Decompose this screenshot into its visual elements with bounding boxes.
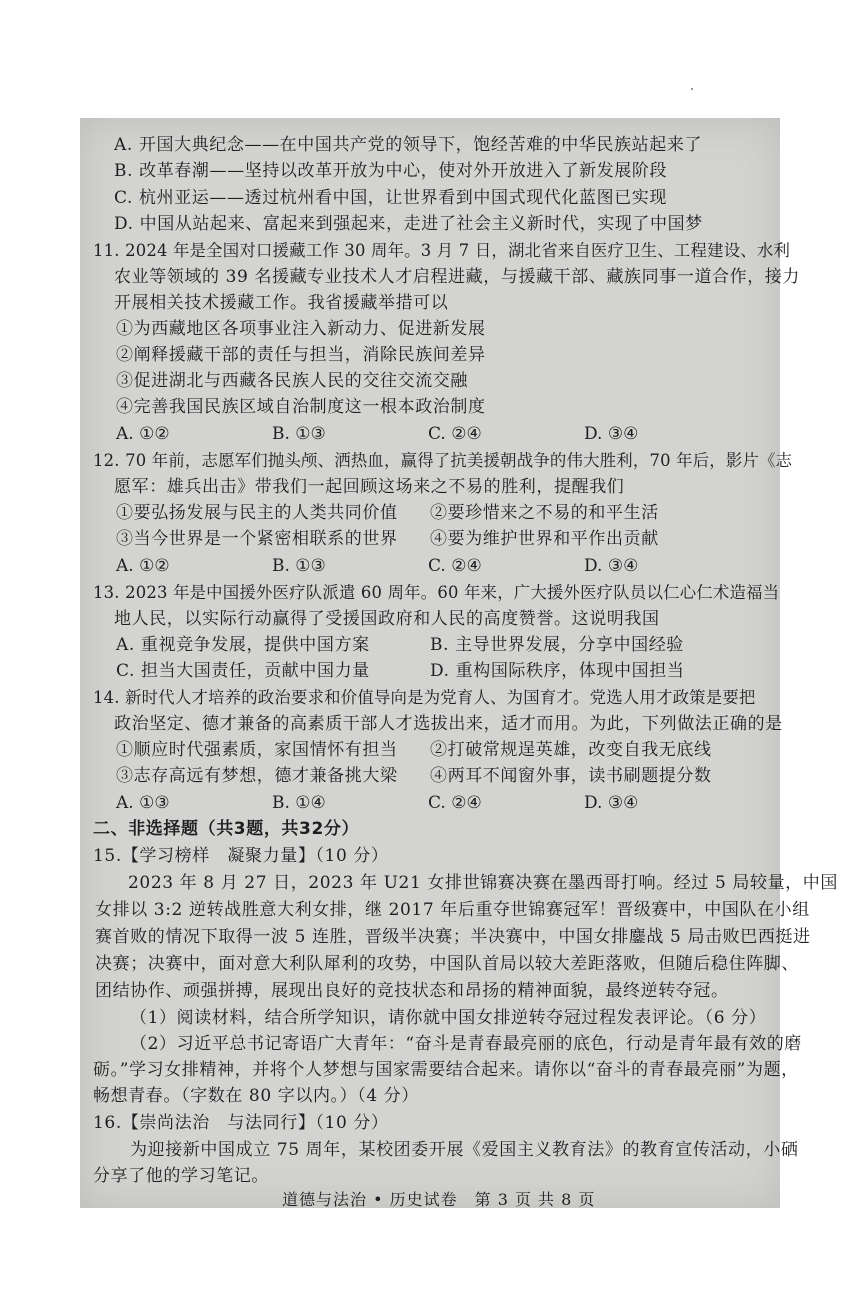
q10-option-c: C. 杭州亚运——透过杭州看中国，让世界看到中国式现代化蓝图已实现	[114, 188, 668, 208]
q13-stem-line-1: 13. 2023 年是中国援外医疗队派遣 60 周年。60 年来，广大援外医疗队员以仁心仁术造福当	[93, 583, 780, 602]
q10-option-b: B. 改革春潮——坚持以改革开放为中心，使对外开放进入了新发展阶段	[114, 161, 668, 181]
q15-passage-line-1: 2023 年 8 月 27 日，2023 年 U21 女排世锦赛决赛在墨西哥打响。经过 5 局较量，中国	[128, 873, 838, 893]
q13-option-d: D. 重构国际秩序，体现中国担当	[430, 661, 685, 681]
q12-item-2: ②要珍惜来之不易的和平生活	[430, 503, 659, 523]
q12-item-4: ④要为维护世界和平作出贡献	[430, 529, 659, 549]
q12-option-a: A. ①②	[116, 556, 170, 576]
q16-line-1: 为迎接新中国成立 75 周年，某校团委开展《爱国主义教育法》的教育宣传活动，小硒	[130, 1140, 799, 1160]
q12-item-3: ③当今世界是一个紧密相联系的世界	[116, 529, 398, 549]
q14-option-b: B. ①④	[272, 793, 326, 813]
q14-stem-line-1: 14. 新时代人才培养的政治要求和价值导向是为党育人、为国育才。党选人用才政策是要把	[93, 688, 756, 707]
q11-stem-line-3: 开展相关技术援藏工作。我省援藏举措可以	[114, 293, 449, 313]
q11-item-4: ④完善我国民族区域自治制度这一根本政治制度	[116, 397, 486, 417]
q15-passage-line-5: 团结协作、顽强拼搏，展现出良好的竞技状态和昂扬的精神面貌，最终逆转夺冠。	[95, 981, 729, 1001]
q12-stem-line-2: 愿军：雄兵出击》带我们一起回顾这场来之不易的胜利，提醒我们	[114, 477, 625, 497]
q14-option-c: C. ②④	[428, 793, 482, 813]
q15-passage-line-4: 决赛；决赛中，面对意大利队犀利的攻势，中国队首局以较大差距落败，但随后稳住阵脚、	[95, 954, 799, 974]
q14-stem-line-2: 政治坚定、德才兼备的高素质干部人才选拔出来，适才而用。为此，下列做法正确的是	[114, 714, 783, 734]
q11-item-2: ②阐释援藏干部的责任与担当，消除民族间差异	[116, 345, 486, 365]
q13-stem-line-2: 地人民，以实际行动赢得了受援国政府和人民的高度赞誉。这说明我国	[114, 609, 660, 629]
q13-option-c: C. 担当大国责任，贡献中国力量	[116, 661, 370, 681]
q15-sub-question-1: （1）阅读材料，结合所学知识，请你就中国女排逆转夺冠过程发表评论。（6 分）	[130, 1008, 767, 1028]
q11-item-1: ①为西藏地区各项事业注入新动力、促进新发展	[116, 319, 486, 339]
q14-item-3: ③志存高远有梦想，德才兼备挑大梁	[116, 766, 398, 786]
q14-item-4: ④两耳不闻窗外事，读书刷题提分数	[430, 766, 712, 786]
q11-option-d: D. ③④	[584, 424, 639, 444]
q13-option-a: A. 重视竞争发展，提供中国方案	[116, 635, 370, 655]
q16-line-2: 分享了他的学习笔记。	[93, 1166, 269, 1186]
q11-item-3: ③促进湖北与西藏各民族人民的交往交流交融	[116, 371, 468, 391]
q12-option-c: C. ②④	[428, 556, 482, 576]
q15-sub-question-2-line-1: （2）习近平总书记寄语广大青年：“奋斗是青春最亮丽的底色，行动是青年最有效的磨	[130, 1034, 802, 1054]
q13-option-b: B. 主导世界发展，分享中国经验	[430, 635, 684, 655]
q15-sub-question-2-line-2: 砺。”学习女排精神，并将个人梦想与国家需要结合起来。请你以“奋斗的青春最亮丽”为题，	[93, 1060, 799, 1080]
q14-item-2: ②打破常规逞英雄，改变自我无底线	[430, 740, 712, 760]
q10-option-a: A. 开国大典纪念——在中国共产党的领导下，饱经苦难的中华民族站起来了	[114, 135, 703, 155]
q11-stem-line-1: 11. 2024 年是全国对口援藏工作 30 周年。3 月 7 日，湖北省来自医疗卫生、工程建设、水利	[93, 241, 791, 260]
q14-option-d: D. ③④	[584, 793, 639, 813]
page-footer: 道德与法治 • 历史试卷 第 3 页 共 8 页	[282, 1190, 596, 1209]
q15-passage-line-2: 女排以 3:2 逆转战胜意大利女排，继 2017 年后重夺世锦赛冠军！晋级赛中，中国队在小组	[95, 900, 810, 920]
q12-item-1: ①要弘扬发展与民主的人类共同价值	[116, 503, 398, 523]
q15-passage-line-3: 赛首败的情况下取得一波 5 连胜，晋级半决赛；半决赛中，中国女排鏖战 5 局击败巴西挺进	[95, 927, 811, 947]
q15-sub-question-2-line-3: 畅想青春。（字数在 80 字以内。）（4 分）	[93, 1086, 419, 1106]
q11-stem-line-2: 农业等领域的 39 名援藏专业技术人才启程进藏，与援藏干部、藏族同事一道合作，接力	[114, 267, 801, 287]
speck	[691, 88, 693, 90]
q12-option-b: B. ①③	[272, 556, 326, 576]
q12-stem-line-1: 12. 70 年前，志愿军们抛头颅、洒热血，赢得了抗美援朝战争的伟大胜利，70 年后，影片《志	[93, 451, 793, 470]
q15-title: 15.【学习榜样 凝聚力量】（10 分）	[93, 846, 389, 866]
q11-option-c: C. ②④	[428, 424, 482, 444]
q12-option-d: D. ③④	[584, 556, 639, 576]
q14-item-1: ①顺应时代强素质，家国情怀有担当	[116, 740, 398, 760]
section-2-title: 二、非选择题（共3题，共32分）	[93, 819, 360, 839]
q16-title: 16.【崇尚法治 与法同行】（10 分）	[93, 1113, 389, 1133]
q11-option-b: B. ①③	[272, 424, 326, 444]
q14-option-a: A. ①③	[116, 793, 170, 813]
q11-option-a: A. ①②	[116, 424, 170, 444]
q10-option-d: D. 中国从站起来、富起来到强起来，走进了社会主义新时代，实现了中国梦	[114, 214, 703, 234]
